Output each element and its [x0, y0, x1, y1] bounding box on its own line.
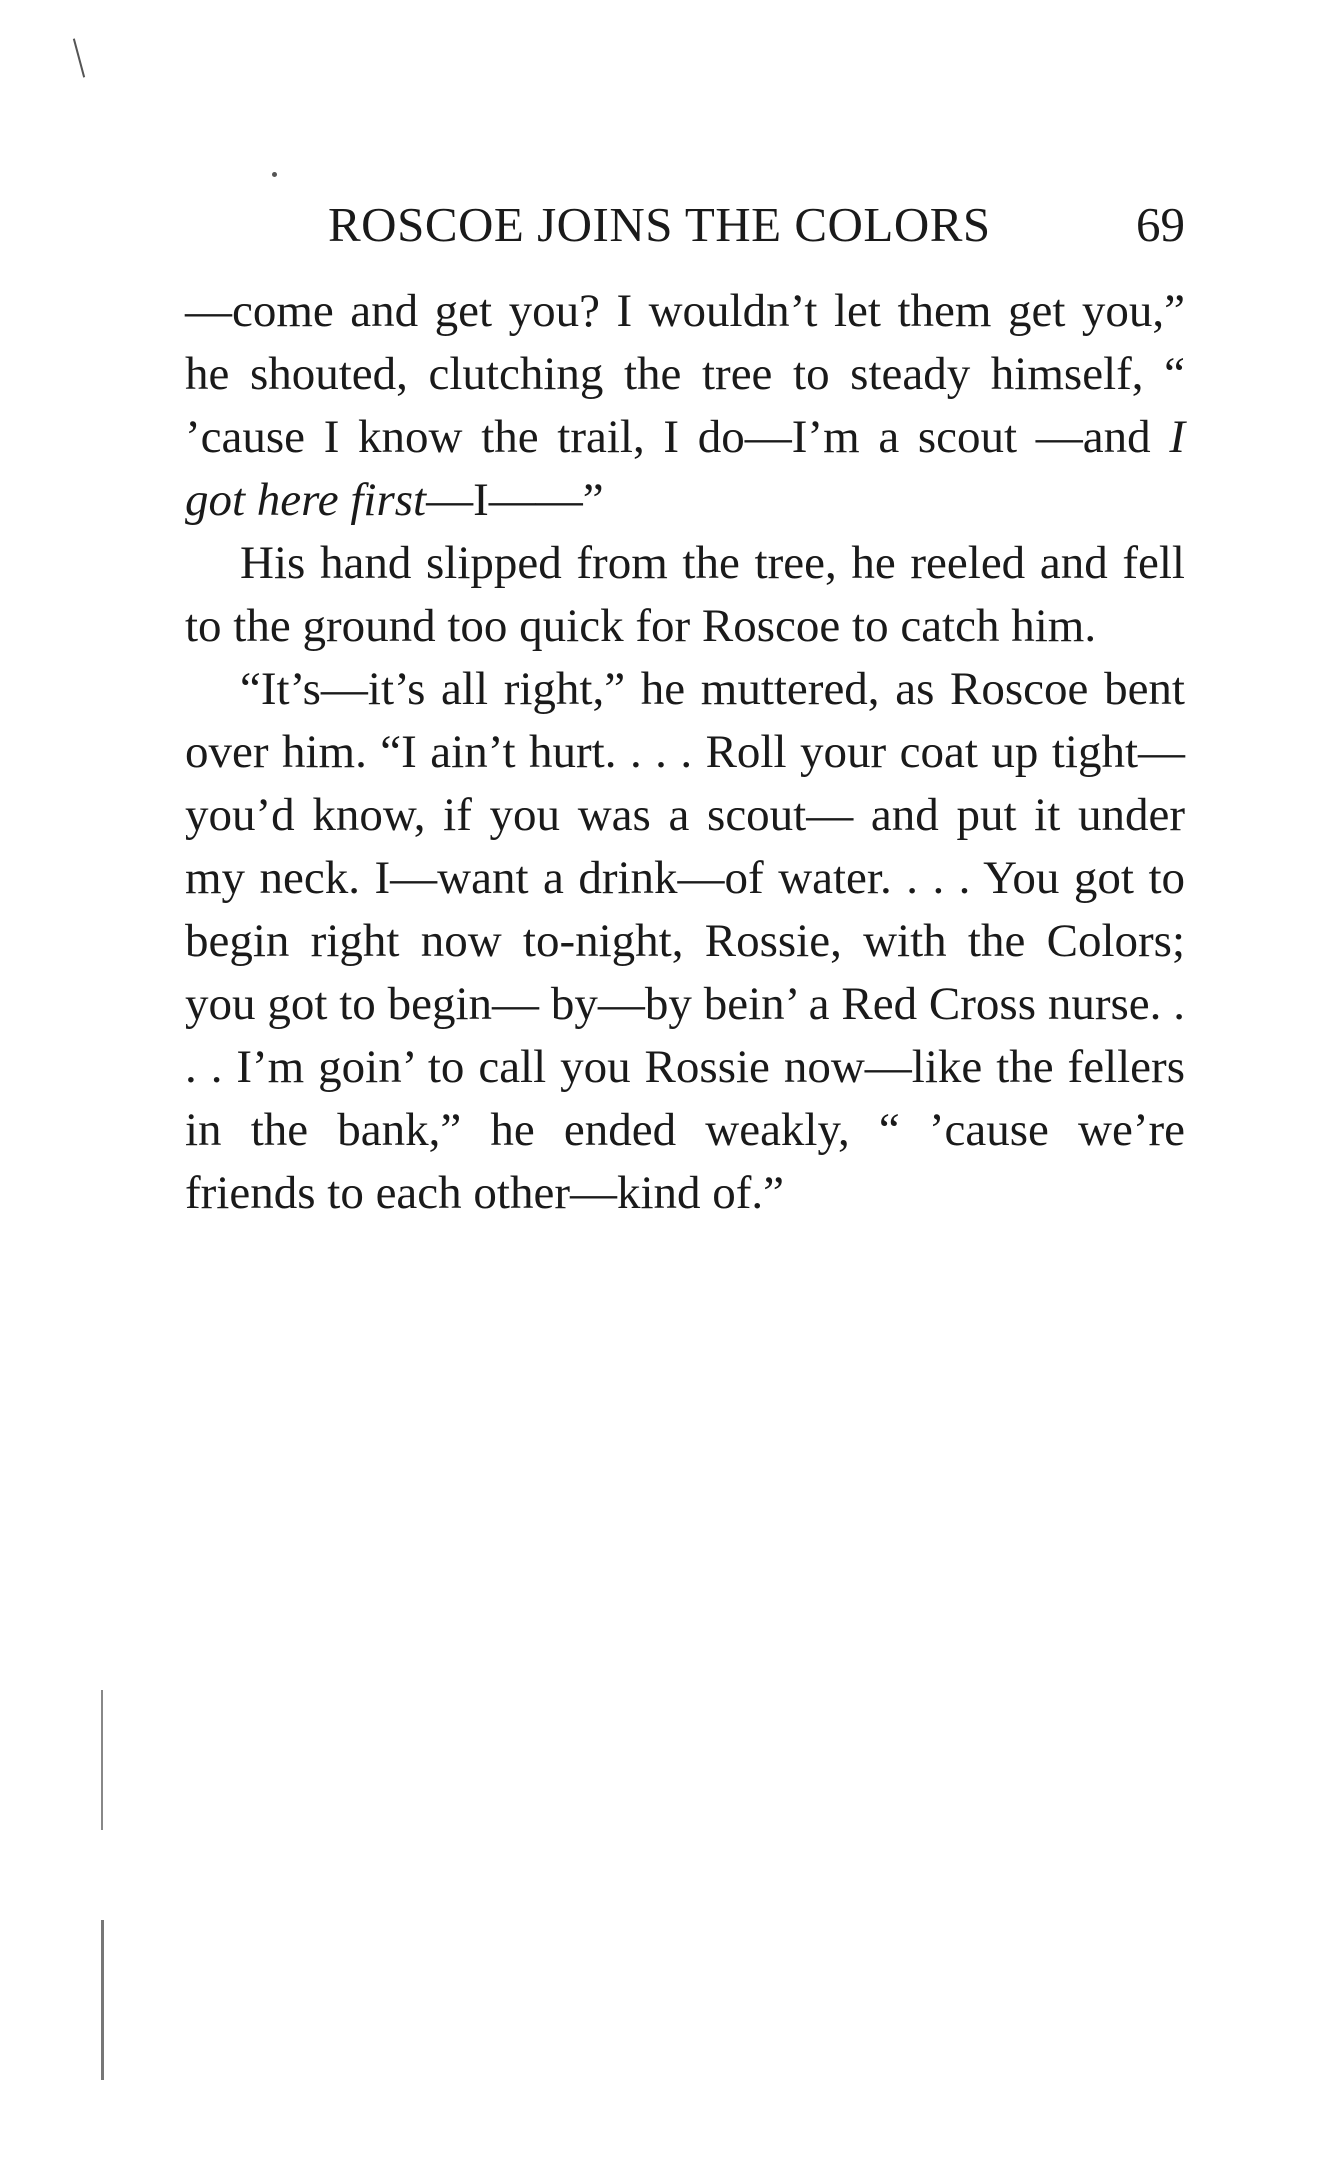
- text-segment: —come and get you? I wouldn’t let them get you,” he shouted, clutching the tree to steady himself, “ ’cause I know the trail, I do—I’m a scout —and: [185, 285, 1185, 463]
- scan-artifact: [101, 1690, 103, 1830]
- scan-artifact: [73, 38, 85, 77]
- text-segment: His hand slipped from the tree, he reeled and fell to the ground too quick for Roscoe to catch him.: [185, 537, 1185, 652]
- page-header: [185, 192, 1185, 258]
- text-segment: —I——”: [426, 474, 604, 526]
- running-title: ROSCOE JOINS THE COLORS: [328, 197, 991, 252]
- scan-artifact: [272, 172, 277, 177]
- paragraph: [185, 532, 1185, 658]
- body-text: [185, 280, 1185, 1225]
- page-number: 69: [1136, 197, 1185, 252]
- italic-text-segment: I got here first: [185, 411, 1185, 526]
- text-segment: “It’s—it’s all right,” he muttered, as Roscoe bent over him. “I ain’t hurt. . . . Roll your coat up tight—you’d know, if you was a scout— and put it under my neck. I—want a drink—of water. . . . You got to begin right now to-night, Rossie, with the Colors; you got to begin— by—by bein’ a Red Cross nurse. . . . I’m goin’ to call you Rossie now—like the fellers in the bank,” he ended weakly, “ ’cause we’re friends to each other—kind of.”: [185, 663, 1185, 1219]
- scan-artifact: [101, 1920, 104, 2080]
- paragraph-continuation: [185, 280, 1185, 532]
- paragraph: [185, 658, 1185, 1225]
